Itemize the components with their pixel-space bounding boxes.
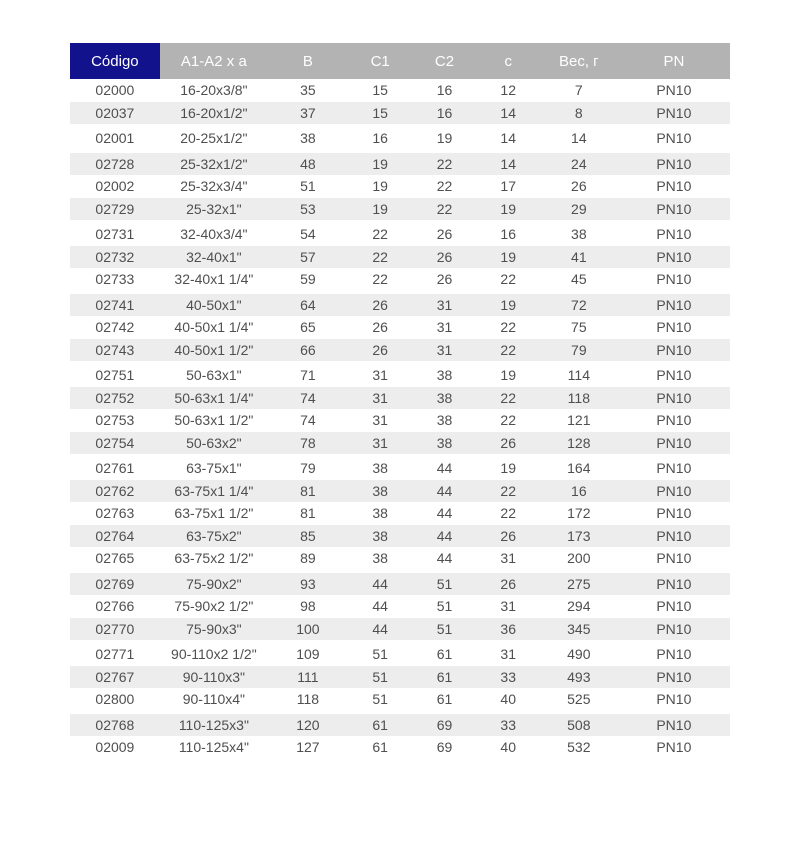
cell-c1: 26 bbox=[372, 296, 388, 313]
table-row bbox=[70, 688, 730, 711]
cell-c2: 51 bbox=[436, 598, 453, 615]
cell-size: 90-110x3" bbox=[182, 668, 246, 685]
cell-size: 40-50x1 1/4" bbox=[174, 319, 254, 336]
cell-weight: 275 bbox=[567, 575, 591, 592]
cell-c: 26 bbox=[500, 527, 516, 544]
cell-size: 63-75x2" bbox=[186, 527, 242, 544]
cell-codigo: 02743 bbox=[95, 341, 135, 358]
cell-size: 32-40x1 1/4" bbox=[174, 271, 254, 288]
cell-c: 22 bbox=[500, 482, 516, 499]
table-row bbox=[70, 102, 730, 125]
cell-b: 118 bbox=[296, 691, 320, 708]
cell-b: 57 bbox=[300, 248, 316, 265]
cell-b: 98 bbox=[300, 598, 316, 615]
cell-pn: PN10 bbox=[656, 389, 692, 406]
cell-c1: 38 bbox=[372, 482, 388, 499]
cell-codigo: 02767 bbox=[95, 668, 135, 685]
table-row bbox=[70, 457, 730, 480]
cell-size: 16-20x1/2" bbox=[180, 104, 248, 121]
cell-size: 50-63x1 1/2" bbox=[174, 412, 254, 429]
cell-codigo: 02009 bbox=[95, 739, 135, 756]
cell-size: 63-75x1 1/4" bbox=[174, 482, 254, 499]
cell-size: 16-20x3/8" bbox=[180, 82, 248, 99]
cell-b: 66 bbox=[300, 341, 316, 358]
table-row bbox=[70, 223, 730, 246]
cell-weight: 7 bbox=[574, 82, 583, 99]
cell-weight: 172 bbox=[567, 505, 591, 522]
cell-codigo: 02762 bbox=[95, 482, 135, 499]
table-row bbox=[70, 547, 730, 570]
cell-c1: 38 bbox=[372, 460, 388, 477]
cell-c1: 44 bbox=[372, 575, 388, 592]
table-row bbox=[70, 409, 730, 432]
cell-size: 110-125x3" bbox=[178, 716, 249, 733]
cell-pn: PN10 bbox=[656, 460, 692, 477]
cell-codigo: 02732 bbox=[95, 248, 135, 265]
cell-c1: 22 bbox=[372, 271, 388, 288]
cell-codigo: 02764 bbox=[95, 527, 135, 544]
column-header-c1: C1 bbox=[348, 43, 413, 79]
cell-weight: 41 bbox=[571, 248, 587, 265]
cell-c2: 26 bbox=[436, 226, 453, 243]
cell-pn: PN10 bbox=[656, 271, 692, 288]
cell-c1: 31 bbox=[372, 412, 388, 429]
cell-weight: 114 bbox=[567, 367, 590, 384]
cell-size: 63-75x1" bbox=[186, 460, 242, 477]
cell-b: 48 bbox=[300, 155, 316, 172]
cell-c2: 44 bbox=[436, 505, 453, 522]
cell-codigo: 02751 bbox=[95, 367, 135, 384]
cell-size: 32-40x3/4" bbox=[180, 226, 248, 243]
cell-pn: PN10 bbox=[656, 367, 692, 384]
cell-c2: 44 bbox=[436, 550, 453, 567]
cell-pn: PN10 bbox=[656, 482, 692, 499]
cell-pn: PN10 bbox=[656, 620, 692, 637]
cell-codigo: 02770 bbox=[95, 620, 135, 637]
cell-pn: PN10 bbox=[656, 527, 692, 544]
cell-c: 14 bbox=[500, 104, 516, 121]
cell-b: 127 bbox=[296, 739, 320, 756]
cell-pn: PN10 bbox=[656, 550, 692, 567]
cell-c: 40 bbox=[500, 691, 516, 708]
cell-weight: 29 bbox=[571, 200, 587, 217]
cell-codigo: 02771 bbox=[95, 646, 135, 663]
cell-c: 31 bbox=[500, 550, 516, 567]
cell-c1: 19 bbox=[372, 200, 388, 217]
cell-c1: 44 bbox=[372, 620, 388, 637]
cell-pn: PN10 bbox=[656, 130, 692, 147]
cell-codigo: 02731 bbox=[95, 226, 135, 243]
cell-b: 81 bbox=[300, 482, 316, 499]
cell-size: 110-125x4" bbox=[178, 739, 249, 756]
cell-codigo: 02761 bbox=[95, 460, 135, 477]
cell-c2: 51 bbox=[436, 575, 453, 592]
cell-c: 19 bbox=[500, 200, 516, 217]
cell-weight: 8 bbox=[574, 104, 583, 121]
cell-weight: 14 bbox=[571, 130, 587, 147]
cell-c2: 31 bbox=[436, 341, 453, 358]
table-row bbox=[70, 573, 730, 596]
column-header-b: B bbox=[268, 43, 348, 79]
cell-pn: PN10 bbox=[656, 691, 692, 708]
cell-b: 74 bbox=[300, 412, 316, 429]
cell-codigo: 02741 bbox=[95, 296, 135, 313]
cell-c2: 22 bbox=[436, 200, 453, 217]
cell-c: 22 bbox=[500, 389, 516, 406]
cell-pn: PN10 bbox=[656, 434, 692, 451]
cell-weight: 164 bbox=[567, 460, 591, 477]
cell-pn: PN10 bbox=[656, 319, 692, 336]
cell-b: 71 bbox=[300, 367, 316, 384]
table-row bbox=[70, 643, 730, 666]
cell-weight: 24 bbox=[571, 155, 587, 172]
cell-weight: 532 bbox=[567, 739, 591, 756]
table-row bbox=[70, 736, 730, 759]
cell-c: 26 bbox=[500, 434, 516, 451]
cell-weight: 173 bbox=[567, 527, 591, 544]
table-row bbox=[70, 153, 730, 176]
cell-weight: 128 bbox=[567, 434, 591, 451]
cell-size: 63-75x1 1/2" bbox=[174, 505, 254, 522]
table-row bbox=[70, 198, 730, 221]
cell-c: 26 bbox=[500, 575, 516, 592]
table-row bbox=[70, 316, 730, 339]
cell-size: 75-90x2 1/2" bbox=[174, 598, 254, 615]
cell-c1: 61 bbox=[372, 716, 388, 733]
cell-c: 17 bbox=[500, 178, 516, 195]
cell-c2: 61 bbox=[436, 668, 453, 685]
cell-c1: 26 bbox=[372, 341, 388, 358]
cell-codigo: 02765 bbox=[95, 550, 135, 567]
cell-b: 53 bbox=[300, 200, 316, 217]
cell-codigo: 02753 bbox=[95, 412, 135, 429]
column-header-c: c bbox=[477, 43, 540, 79]
cell-c: 14 bbox=[500, 130, 516, 147]
cell-c2: 38 bbox=[436, 412, 453, 429]
column-header-codigo: Código bbox=[70, 43, 160, 79]
cell-size: 40-50x1" bbox=[186, 296, 242, 313]
cell-weight: 294 bbox=[567, 598, 591, 615]
cell-c2: 51 bbox=[436, 620, 453, 637]
cell-size: 50-63x1 1/4" bbox=[174, 389, 254, 406]
cell-pn: PN10 bbox=[656, 82, 692, 99]
cell-b: 111 bbox=[297, 668, 319, 685]
cell-b: 51 bbox=[300, 178, 316, 195]
cell-c1: 26 bbox=[372, 319, 388, 336]
cell-b: 64 bbox=[300, 296, 316, 313]
cell-pn: PN10 bbox=[656, 155, 692, 172]
spec-table bbox=[70, 43, 730, 759]
cell-c2: 44 bbox=[436, 482, 453, 499]
cell-b: 38 bbox=[300, 130, 316, 147]
cell-codigo: 02728 bbox=[95, 155, 135, 172]
cell-c: 33 bbox=[500, 668, 516, 685]
cell-c1: 31 bbox=[372, 367, 388, 384]
cell-c1: 51 bbox=[372, 668, 388, 685]
cell-weight: 345 bbox=[567, 620, 591, 637]
table-header-row bbox=[70, 43, 730, 79]
cell-pn: PN10 bbox=[656, 668, 692, 685]
cell-c: 33 bbox=[500, 716, 516, 733]
cell-codigo: 02002 bbox=[95, 178, 135, 195]
cell-pn: PN10 bbox=[656, 739, 692, 756]
cell-c2: 38 bbox=[436, 389, 453, 406]
table-row bbox=[70, 432, 730, 455]
cell-c: 14 bbox=[500, 155, 516, 172]
cell-c1: 16 bbox=[372, 130, 388, 147]
column-header-size: A1-A2 x a bbox=[160, 43, 268, 79]
cell-codigo: 02000 bbox=[95, 82, 135, 99]
cell-c1: 19 bbox=[372, 155, 388, 172]
cell-pn: PN10 bbox=[656, 248, 692, 265]
cell-size: 25-32x1" bbox=[186, 200, 242, 217]
cell-b: 78 bbox=[300, 434, 316, 451]
cell-pn: PN10 bbox=[656, 598, 692, 615]
cell-c2: 44 bbox=[436, 460, 453, 477]
cell-weight: 493 bbox=[567, 668, 591, 685]
cell-size: 63-75x2 1/2" bbox=[174, 550, 254, 567]
cell-codigo: 02001 bbox=[95, 130, 135, 147]
table-row bbox=[70, 339, 730, 362]
cell-c2: 31 bbox=[436, 319, 453, 336]
cell-b: 85 bbox=[300, 527, 316, 544]
cell-c1: 31 bbox=[372, 434, 388, 451]
cell-b: 89 bbox=[300, 550, 316, 567]
cell-pn: PN10 bbox=[656, 412, 692, 429]
cell-c2: 22 bbox=[436, 178, 453, 195]
cell-b: 65 bbox=[300, 319, 316, 336]
cell-b: 100 bbox=[296, 620, 320, 637]
table-row bbox=[70, 618, 730, 641]
cell-c: 19 bbox=[500, 460, 516, 477]
table-row bbox=[70, 127, 730, 150]
cell-c1: 51 bbox=[372, 691, 388, 708]
cell-size: 25-32x1/2" bbox=[180, 155, 248, 172]
cell-pn: PN10 bbox=[656, 200, 692, 217]
cell-c2: 69 bbox=[436, 739, 453, 756]
cell-c: 22 bbox=[500, 341, 516, 358]
cell-c2: 38 bbox=[436, 367, 453, 384]
cell-codigo: 02752 bbox=[95, 389, 135, 406]
cell-size: 20-25x1/2" bbox=[180, 130, 248, 147]
cell-pn: PN10 bbox=[656, 296, 692, 313]
cell-size: 75-90x3" bbox=[186, 620, 242, 637]
cell-size: 50-63x1" bbox=[186, 367, 242, 384]
cell-size: 25-32x3/4" bbox=[180, 178, 248, 195]
cell-c2: 69 bbox=[436, 716, 453, 733]
cell-c1: 22 bbox=[372, 248, 388, 265]
cell-c1: 38 bbox=[372, 550, 388, 567]
cell-c2: 61 bbox=[436, 646, 453, 663]
cell-codigo: 02768 bbox=[95, 716, 135, 733]
table-row bbox=[70, 387, 730, 410]
cell-size: 75-90x2" bbox=[186, 575, 242, 592]
cell-size: 50-63x2" bbox=[186, 434, 242, 451]
table-row bbox=[70, 595, 730, 618]
cell-c: 19 bbox=[500, 367, 516, 384]
cell-weight: 45 bbox=[571, 271, 587, 288]
cell-b: 54 bbox=[300, 226, 316, 243]
cell-c: 22 bbox=[500, 412, 516, 429]
cell-c: 16 bbox=[500, 226, 516, 243]
cell-c2: 61 bbox=[436, 691, 453, 708]
cell-weight: 16 bbox=[571, 482, 587, 499]
table-row bbox=[70, 79, 730, 102]
cell-c1: 38 bbox=[372, 527, 388, 544]
cell-c: 31 bbox=[500, 598, 516, 615]
cell-pn: PN10 bbox=[656, 104, 692, 121]
cell-c: 22 bbox=[500, 271, 516, 288]
table-row bbox=[70, 502, 730, 525]
cell-c: 22 bbox=[500, 505, 516, 522]
cell-c: 12 bbox=[500, 82, 516, 99]
table-row bbox=[70, 175, 730, 198]
cell-weight: 121 bbox=[567, 412, 591, 429]
cell-pn: PN10 bbox=[656, 646, 692, 663]
cell-b: 120 bbox=[296, 716, 320, 733]
cell-codigo: 02754 bbox=[95, 434, 135, 451]
column-header-c2: C2 bbox=[413, 43, 477, 79]
table-row bbox=[70, 525, 730, 548]
cell-codigo: 02763 bbox=[95, 505, 135, 522]
cell-pn: PN10 bbox=[656, 575, 692, 592]
cell-b: 59 bbox=[300, 271, 316, 288]
cell-c1: 15 bbox=[372, 82, 388, 99]
cell-codigo: 02769 bbox=[95, 575, 135, 592]
cell-weight: 26 bbox=[571, 178, 587, 195]
cell-c2: 31 bbox=[436, 296, 453, 313]
table-row bbox=[70, 268, 730, 291]
cell-pn: PN10 bbox=[656, 226, 692, 243]
cell-codigo: 02729 bbox=[95, 200, 135, 217]
cell-weight: 75 bbox=[571, 319, 587, 336]
cell-pn: PN10 bbox=[656, 341, 692, 358]
cell-c: 31 bbox=[500, 646, 516, 663]
table-row bbox=[70, 666, 730, 689]
cell-c: 40 bbox=[500, 739, 516, 756]
table-row bbox=[70, 294, 730, 317]
cell-c2: 16 bbox=[436, 82, 453, 99]
column-header-weight: Вес, г bbox=[540, 43, 618, 79]
cell-c: 19 bbox=[500, 248, 516, 265]
cell-c1: 38 bbox=[372, 505, 388, 522]
cell-b: 35 bbox=[300, 82, 316, 99]
cell-c: 36 bbox=[500, 620, 516, 637]
cell-weight: 79 bbox=[571, 341, 587, 358]
cell-pn: PN10 bbox=[656, 178, 692, 195]
cell-codigo: 02742 bbox=[95, 319, 135, 336]
cell-codigo: 02733 bbox=[95, 271, 135, 288]
cell-pn: PN10 bbox=[656, 505, 692, 522]
cell-b: 93 bbox=[300, 575, 316, 592]
cell-weight: 525 bbox=[567, 691, 591, 708]
cell-c2: 16 bbox=[436, 104, 453, 121]
cell-c2: 22 bbox=[436, 155, 453, 172]
table-row bbox=[70, 364, 730, 387]
cell-weight: 72 bbox=[571, 296, 587, 313]
cell-b: 79 bbox=[300, 460, 316, 477]
column-header-pn: PN bbox=[618, 43, 730, 79]
cell-c1: 31 bbox=[372, 389, 388, 406]
cell-c2: 44 bbox=[436, 527, 453, 544]
cell-weight: 200 bbox=[567, 550, 591, 567]
cell-c: 22 bbox=[500, 319, 516, 336]
cell-size: 40-50x1 1/2" bbox=[174, 341, 254, 358]
cell-weight: 118 bbox=[567, 389, 590, 406]
table-body bbox=[70, 79, 730, 759]
cell-c1: 51 bbox=[372, 646, 388, 663]
table-row bbox=[70, 480, 730, 503]
cell-c1: 19 bbox=[372, 178, 388, 195]
table-row bbox=[70, 246, 730, 269]
cell-c: 19 bbox=[500, 296, 516, 313]
cell-b: 37 bbox=[300, 104, 316, 121]
cell-c2: 38 bbox=[436, 434, 453, 451]
cell-codigo: 02037 bbox=[95, 104, 135, 121]
cell-c2: 26 bbox=[436, 271, 453, 288]
cell-c1: 15 bbox=[372, 104, 388, 121]
cell-weight: 508 bbox=[567, 716, 591, 733]
cell-c1: 61 bbox=[372, 739, 388, 756]
cell-c1: 44 bbox=[372, 598, 388, 615]
cell-size: 90-110x2 1/2" bbox=[171, 646, 257, 663]
cell-weight: 490 bbox=[567, 646, 591, 663]
cell-codigo: 02800 bbox=[95, 691, 135, 708]
cell-size: 90-110x4" bbox=[182, 691, 246, 708]
cell-codigo: 02766 bbox=[95, 598, 135, 615]
cell-size: 32-40x1" bbox=[186, 248, 242, 265]
cell-c2: 26 bbox=[436, 248, 453, 265]
cell-c2: 19 bbox=[436, 130, 453, 147]
cell-weight: 38 bbox=[571, 226, 587, 243]
cell-b: 81 bbox=[300, 505, 316, 522]
table-row bbox=[70, 714, 730, 737]
cell-c1: 22 bbox=[372, 226, 388, 243]
cell-b: 109 bbox=[296, 646, 320, 663]
cell-b: 74 bbox=[300, 389, 316, 406]
cell-pn: PN10 bbox=[656, 716, 692, 733]
